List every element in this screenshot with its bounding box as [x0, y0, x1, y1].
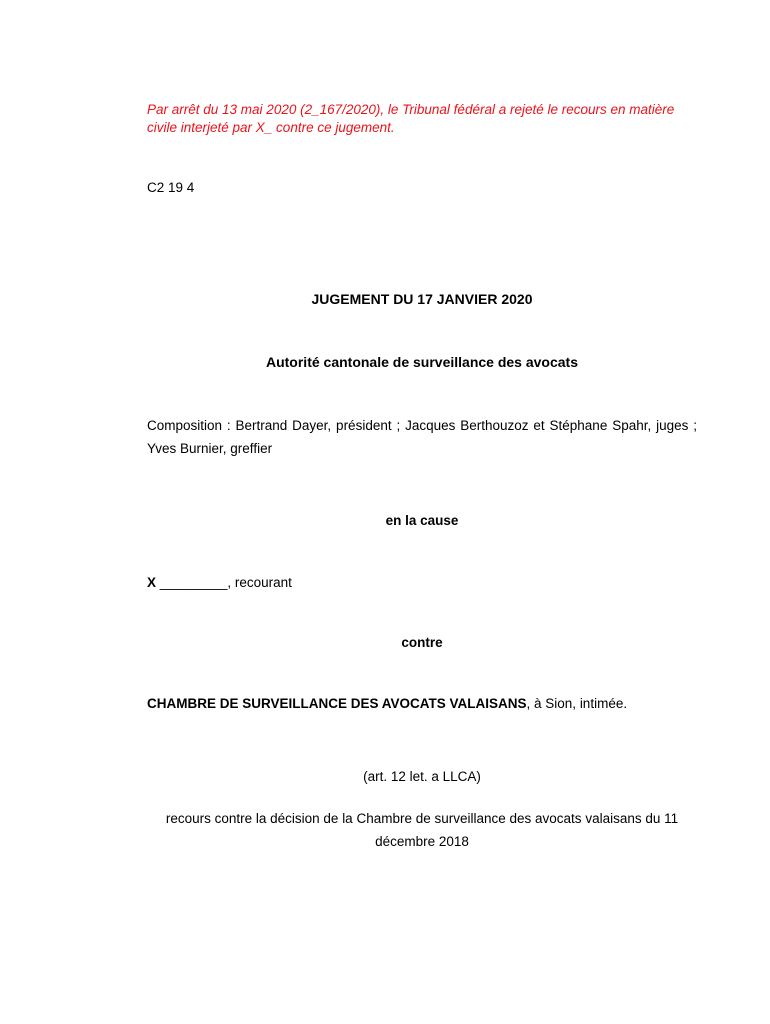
in-the-case-heading: en la cause [385, 513, 459, 528]
versus-heading: contre [401, 635, 443, 650]
case-number: C2 19 4 [147, 180, 195, 195]
authority-title: Autorité cantonale de surveillance des avocats [265, 354, 578, 370]
appellant-name: X [147, 575, 157, 590]
respondent-line [147, 695, 627, 713]
appellant-line [147, 574, 292, 592]
judgment-title: JUGEMENT DU 17 JANVIER 2020 [311, 291, 533, 307]
appellant-role: , recourant [227, 575, 292, 590]
appeal-subject: recours contre la décision de la Chambre de surveillance des avocats valaisans du 11 décembre 2018 [165, 811, 679, 849]
legal-basis: (art. 12 let. a LLCA) [363, 769, 481, 784]
respondent-details: , à Sion, intimée. [526, 696, 628, 711]
respondent-name: CHAMBRE DE SURVEILLANCE DES AVOCATS VALAISANS [147, 696, 527, 711]
federal-court-annotation: Par arrêt du 13 mai 2020 (2_167/2020), le Tribunal fédéral a rejeté le recours en matière civile interjeté par X_ contre ce jugement. [147, 102, 675, 135]
appellant-blank: _________ [159, 575, 228, 590]
court-composition: Composition : Bertrand Dayer, président ; Jacques Berthouzoz et Stéphane Spahr, juges ; Yves Burnier, greffier [147, 418, 697, 456]
